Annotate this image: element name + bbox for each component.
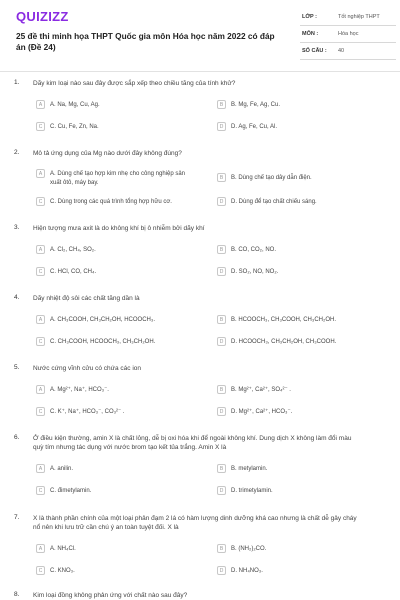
option-text: C. K⁺, Na⁺, HCO₃⁻, CO₃²⁻ . (50, 409, 125, 415)
meta-row-class (300, 11, 396, 26)
quizizz-logo: QUIZIZZ (16, 9, 69, 24)
question-number: 5. (14, 364, 20, 371)
question-text: X là thành phần chính của một loại phân đạm 2 lá có hàm lượng dinh dưỡng khá cao nhưng là chất dễ gây cháy nổ nên khi lưu trữ cần chú ý an toàn tuyệt đối. X là (33, 515, 357, 531)
question-text: Nước cứng vĩnh cửu có chứa các ion (33, 365, 142, 372)
meta-row-count (300, 45, 396, 60)
option-text: A. Na, Mg, Cu, Ag. (50, 102, 100, 108)
option-letter-box: C (36, 122, 45, 131)
meta-key: MÔN : (302, 31, 319, 37)
meta-key: LỚP : (302, 14, 317, 20)
option-text: B. Mg²⁺, Ca²⁺, SO₄²⁻ . (231, 387, 291, 393)
option-text: A. Dùng chế tạo hợp kim nhẹ cho công nghiệp sản xuất ôtô, máy bay. (50, 171, 186, 186)
question-number: 7. (14, 514, 20, 521)
option-text: A. Mg²⁺, Na⁺, HCO₃⁻. (50, 387, 109, 393)
option-letter-box: D (217, 337, 226, 346)
document-title: 25 đề thi minh họa THPT Quốc gia môn Hóa học năm 2022 có đáp án (Đề 24) (16, 31, 275, 52)
option-text: D. SO₂, NO, NO₂. (231, 269, 279, 275)
question-text: Hiện tượng mưa axit là do không khí bị ô nhiễm bởi dãy khí (33, 225, 205, 232)
option-text: B. HCOOCH₃, CH₃COOH, CH₃CH₂OH. (231, 317, 336, 323)
option-letter-box: C (36, 407, 45, 416)
question-text: Ở điều kiện thường, amin X là chất lỏng, dễ bị oxi hóa khi để ngoài không khí. Dung dịch X không làm đổi màu quỳ tím nhưng tác dụng với nước brom tạo kết tủa trắng. Amin X là (33, 435, 352, 451)
question-text: Mô tả ứng dụng của Mg nào dưới đây không đúng? (33, 150, 182, 157)
option-letter-box: D (217, 267, 226, 276)
question-number: 1. (14, 79, 20, 86)
option-letter-box: B (217, 315, 226, 324)
option-text: D. HCOOCH₃, CH₃CH₂OH, CH₃COOH. (231, 339, 337, 345)
option-text: C. đimetylamin. (50, 488, 92, 494)
meta-row-subject (300, 28, 396, 43)
header-divider (0, 71, 400, 72)
option-letter-box: C (36, 486, 45, 495)
option-letter-box: B (217, 173, 226, 182)
option-letter-box: B (217, 464, 226, 473)
option-letter-box: A (36, 245, 45, 254)
option-letter-box: D (217, 566, 226, 575)
option-text: B. Dùng chế tạo dây dẫn điện. (231, 175, 312, 181)
option-text: C. HCl, CO, CH₄. (50, 269, 97, 275)
question-text: Kim loại đồng không phản ứng với chất nào sau đây? (33, 592, 188, 599)
option-text: C. Dùng trong các quá trình tổng hợp hữu cơ. (50, 199, 172, 205)
option-text: B. metylamin. (231, 466, 268, 472)
option-text: D. trimetylamin. (231, 488, 273, 494)
option-text: A. Cl₂, CH₄, SO₂. (50, 247, 96, 253)
option-text: B. (NH₂)₂CO. (231, 546, 267, 552)
option-text: C. CH₃COOH, HCOOCH₃, CH₃CH₂OH. (50, 339, 156, 345)
question-number: 3. (14, 224, 20, 231)
option-letter-box: D (217, 407, 226, 416)
meta-key: SỐ CÂU : (302, 48, 327, 54)
option-letter-box: C (36, 337, 45, 346)
option-text: D. Ag, Fe, Cu, Al. (231, 124, 278, 130)
option-text: B. CO, CO₂, NO. (231, 247, 276, 253)
question-number: 4. (14, 294, 20, 301)
option-text: A. CH₃COOH, CH₃CH₂OH, HCOOCH₃. (50, 317, 155, 323)
meta-table (300, 11, 396, 62)
question-text: Dãy kim loại nào sau đây được sắp xếp theo chiều tăng của tính khử? (33, 80, 236, 87)
meta-value: Hóa học (338, 31, 359, 37)
option-letter-box: D (217, 486, 226, 495)
option-text: C. KNO₃. (50, 568, 75, 574)
header (0, 0, 400, 68)
meta-value: 40 (338, 48, 345, 54)
option-letter-box: A (36, 169, 45, 178)
option-letter-box: A (36, 315, 45, 324)
option-letter-box: C (36, 566, 45, 575)
option-letter-box: A (36, 464, 45, 473)
option-letter-box: B (217, 385, 226, 394)
option-letter-box: B (217, 544, 226, 553)
option-letter-box: D (217, 122, 226, 131)
option-letter-box: C (36, 267, 45, 276)
option-text: A. anilin. (50, 466, 74, 472)
option-letter-box: A (36, 100, 45, 109)
option-letter-box: B (217, 100, 226, 109)
option-text: C. Cu, Fe, Zn, Na. (50, 124, 99, 130)
option-letter-box: A (36, 385, 45, 394)
option-letter-box: D (217, 197, 226, 206)
option-text: B. Mg, Fe, Ag, Cu. (231, 102, 281, 108)
question-number: 2. (14, 149, 20, 156)
option-text: D. Dùng để tạo chất chiếu sáng. (231, 199, 317, 205)
question-number: 8. (14, 591, 20, 598)
question-number: 6. (14, 434, 20, 441)
question-text: Dãy nhiệt độ sôi các chất tăng dần là (33, 295, 140, 302)
option-letter-box: B (217, 245, 226, 254)
option-text: D. NH₄NO₃. (231, 568, 263, 574)
meta-value: Tốt nghiệp THPT (338, 14, 380, 20)
option-text: A. NH₄Cl. (50, 546, 76, 552)
option-text: D. Mg²⁺, Ca²⁺, HCO₃⁻. (231, 409, 293, 415)
option-letter-box: C (36, 197, 45, 206)
option-letter-box: A (36, 544, 45, 553)
